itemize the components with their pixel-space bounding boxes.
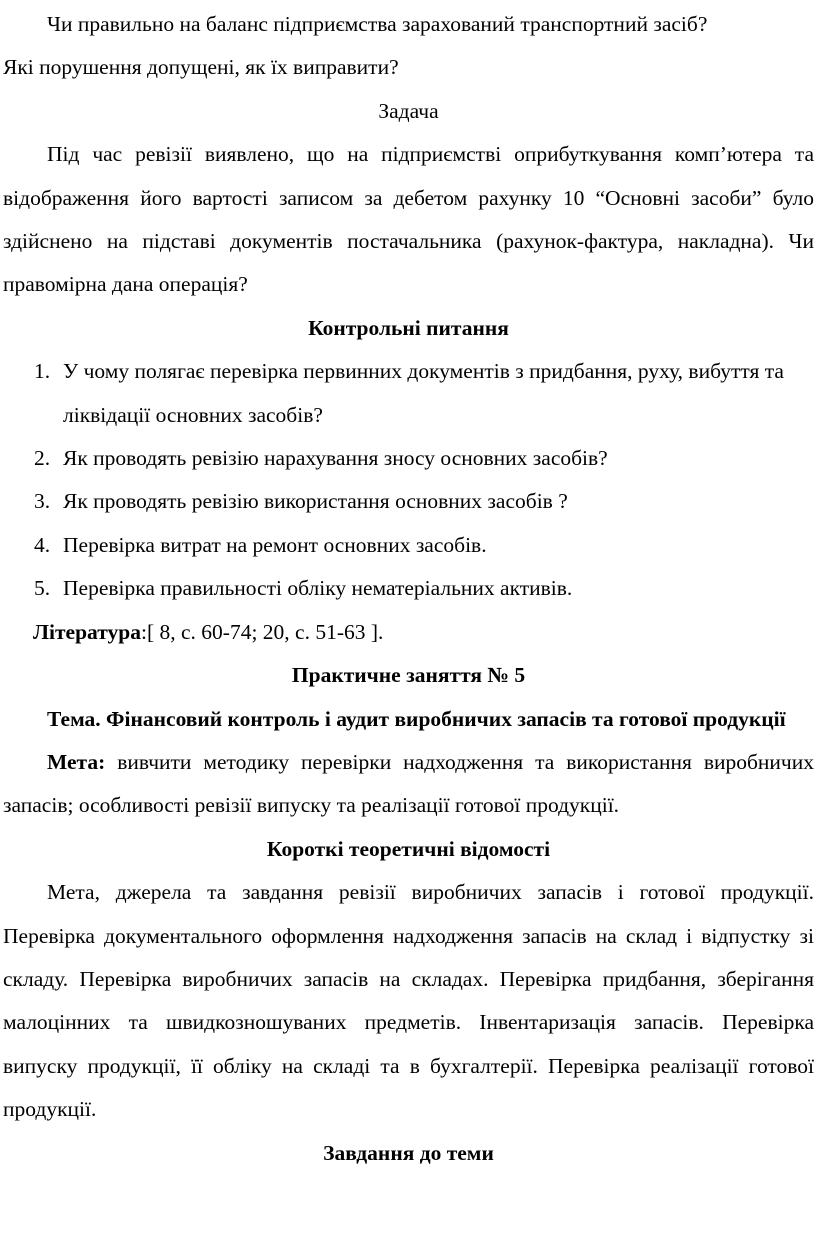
goal-text: вивчити методику перевірки надходження та використання виробничих запасів; особливості ревізії випуску та реалізації готової продукції. (3, 749, 814, 818)
question-text: У чому полягає перевірка первинних документів з придбання, руху, вибуття та ліквідації основних засобів? (63, 359, 784, 427)
theory-heading: Короткі теоретичні відомості (266, 836, 551, 861)
literature-line (3, 611, 814, 654)
question-number: 2. (34, 446, 51, 471)
literature-label: Література (33, 619, 141, 644)
question-text: Як проводять ревізію нарахування зносу основних засобів? (63, 446, 608, 471)
practical-heading: Практичне заняття № 5 (291, 663, 526, 688)
question-item-4 (34, 524, 814, 567)
task-text: Під час ревізії виявлено, що на підприємстві оприбуткування комп’ютера та відображення його вартості записом за дебетом рахунку 10 “Основні засоби” було здійснено на підставі документів постачальника (рахунок-фактура, накладна). Чи правомірна дана операція? (3, 142, 814, 297)
goal-label: Мета: (47, 749, 106, 774)
question-item-2 (34, 437, 814, 480)
control-questions-list (3, 350, 814, 610)
topic-text: Тема. Фінансовий контроль і аудит виробничих запасів та готової продукції (47, 706, 786, 731)
question-number: 5. (34, 576, 51, 601)
question-number: 4. (34, 532, 51, 557)
question-item-1 (34, 350, 814, 437)
question-number: 1. (34, 359, 51, 384)
assignment-heading: Завдання до теми (323, 1140, 494, 1165)
goal-paragraph (3, 741, 814, 828)
theory-text: Мета, джерела та завдання ревізії виробничих запасів і готової продукції. Перевірка документального оформлення надходження запасів на склад і відпустку зі складу. Перевірка виробничих запасів на складах. Перевірка придбання, зберігання малоцінних та швидкозношуваних предметів. Інвентаризація запасів. Перевірка випуску продукції, її обліку на складі та в бухгалтерії. Перевірка реалізації готової продукції. (3, 880, 814, 1122)
literature-text: :[ 8, с. 60-74; 20, с. 51-63 ]. (140, 619, 384, 644)
question-text: Перевірка правильності обліку нематеріальних активів. (63, 576, 573, 601)
intro-line-2: Які порушення допущені, як їх виправити? (3, 55, 399, 80)
task-heading: Задача (378, 98, 439, 123)
question-item-5 (34, 567, 814, 610)
question-number: 3. (34, 489, 51, 514)
question-text: Перевірка витрат на ремонт основних засобів. (63, 532, 487, 557)
intro-line-1: Чи правильно на баланс підприємства зарахований транспортний засіб? (47, 12, 708, 36)
question-item-3 (34, 480, 814, 523)
question-text: Як проводять ревізію використання основних засобів ? (63, 489, 568, 514)
control-questions-heading: Контрольні питання (308, 315, 509, 340)
